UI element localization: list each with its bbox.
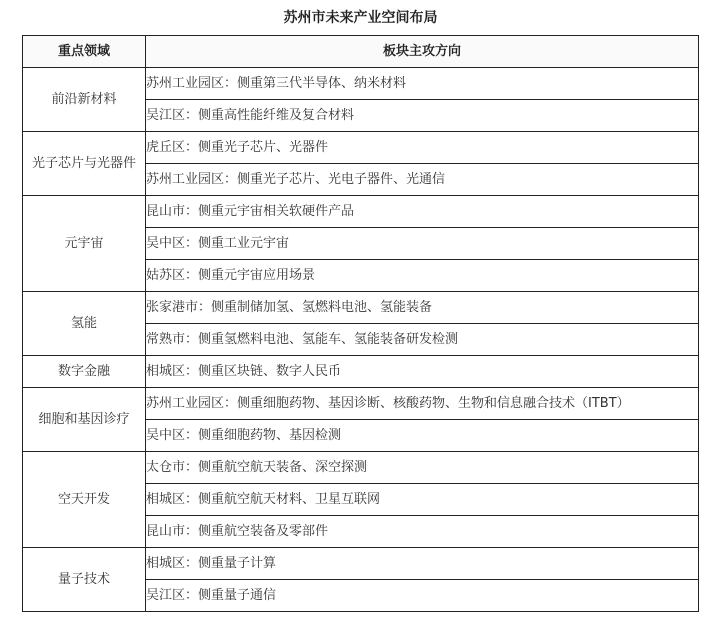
direction-cell: 张家港市：侧重制储加氢、氢燃料电池、氢能装备 xyxy=(146,292,699,324)
table-header-row xyxy=(23,36,699,68)
industry-layout-table xyxy=(22,35,699,612)
direction-cell: 相城区：侧重量子计算 xyxy=(146,548,699,580)
direction-cell: 虎丘区：侧重光子芯片、光器件 xyxy=(146,132,699,164)
area-cell: 元宇宙 xyxy=(23,196,146,292)
table-title: 苏州市未来产业空间布局 xyxy=(283,10,438,26)
direction-cell: 昆山市：侧重航空装备及零部件 xyxy=(146,516,699,548)
direction-cell: 常熟市：侧重氢燃料电池、氢能车、氢能装备研发检测 xyxy=(146,324,699,356)
table-row xyxy=(23,388,699,420)
table-row xyxy=(23,292,699,324)
direction-cell: 吴中区：侧重细胞药物、基因检测 xyxy=(146,420,699,452)
table-row xyxy=(23,132,699,164)
direction-cell: 吴中区：侧重工业元宇宙 xyxy=(146,228,699,260)
area-cell: 氢能 xyxy=(23,292,146,356)
table-row xyxy=(23,356,699,388)
header-key-area: 重点领域 xyxy=(23,36,146,68)
table-row xyxy=(23,452,699,484)
direction-cell: 苏州工业园区：侧重光子芯片、光电子器件、光通信 xyxy=(146,164,699,196)
direction-cell: 苏州工业园区：侧重第三代半导体、纳米材料 xyxy=(146,68,699,100)
direction-cell: 吴江区：侧重高性能纤维及复合材料 xyxy=(146,100,699,132)
direction-cell: 吴江区：侧重量子通信 xyxy=(146,580,699,612)
direction-cell: 太仓市：侧重航空航天装备、深空探测 xyxy=(146,452,699,484)
area-cell: 空天开发 xyxy=(23,452,146,548)
direction-cell: 相城区：侧重航空航天材料、卫星互联网 xyxy=(146,484,699,516)
area-cell: 数字金融 xyxy=(23,356,146,388)
area-cell: 细胞和基因诊疗 xyxy=(23,388,146,452)
direction-cell: 相城区：侧重区块链、数字人民币 xyxy=(146,356,699,388)
area-cell: 前沿新材料 xyxy=(23,68,146,132)
area-cell: 光子芯片与光器件 xyxy=(23,132,146,196)
table-row xyxy=(23,196,699,228)
direction-cell: 苏州工业园区：侧重细胞药物、基因诊断、核酸药物、生物和信息融合技术（ITBT） xyxy=(146,388,699,420)
area-cell: 量子技术 xyxy=(23,548,146,612)
direction-cell: 昆山市：侧重元宇宙相关软硬件产品 xyxy=(146,196,699,228)
header-direction: 板块主攻方向 xyxy=(146,36,699,68)
table-row xyxy=(23,68,699,100)
direction-cell: 姑苏区：侧重元宇宙应用场景 xyxy=(146,260,699,292)
table-row xyxy=(23,548,699,580)
